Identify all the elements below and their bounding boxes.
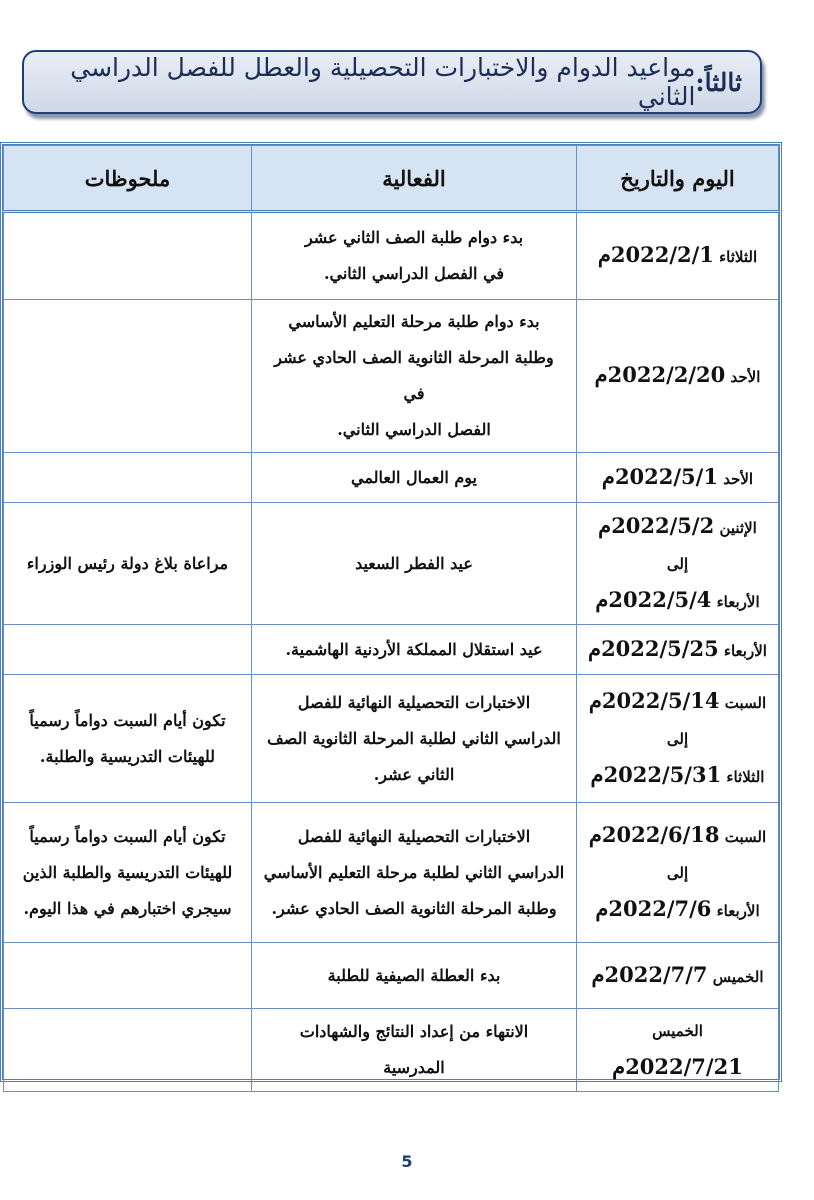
activity-line: الانتهاء من إعداد النتائج والشهادات [299, 1022, 529, 1041]
activity-line: بدء دوام طلبة مرحلة التعليم الأساسي [288, 312, 540, 331]
date-day: الخميس [652, 1022, 703, 1040]
activity-line: عيد استقلال المملكة الأردنية الهاشمية. [285, 639, 543, 659]
row-date [577, 503, 779, 625]
date-day: الثلاثاء [726, 767, 765, 786]
table-row [4, 943, 779, 1009]
row-activity [252, 803, 577, 943]
date-suffix: م [594, 362, 608, 387]
note-line: سيجري اختبارهم في هذا اليوم. [23, 898, 232, 918]
date-day: السبت [724, 827, 767, 846]
table-row [4, 1009, 779, 1092]
date-number: 2022/2/20 [607, 362, 726, 387]
date-suffix: م [612, 1054, 626, 1079]
table-row [4, 503, 779, 625]
table-row [4, 453, 779, 503]
date-number: 2022/6/18 [601, 821, 720, 847]
row-activity [252, 1009, 577, 1092]
date-suffix: م [601, 463, 615, 489]
date-line [587, 891, 768, 929]
date-line [587, 721, 768, 757]
row-activity [252, 943, 577, 1009]
activity-line: عيد الفطر السعيد [355, 553, 473, 573]
row-activity [252, 212, 577, 300]
table-row [4, 675, 779, 803]
date-line [587, 957, 768, 995]
date-day: إلى [666, 863, 689, 882]
date-number: 2022/5/1 [614, 463, 718, 489]
row-date [577, 453, 779, 503]
activity-line: الثاني عشر. [373, 764, 455, 784]
page-number: 5 [401, 1152, 413, 1171]
activity-line: الفصل الدراسي الثاني. [337, 420, 491, 439]
date-day: الأربعاء [716, 901, 760, 920]
section-title-box [22, 50, 762, 114]
date-number: 2022/7/7 [604, 961, 708, 987]
row-date [577, 943, 779, 1009]
date-suffix: م [588, 687, 602, 713]
date-day: إلى [666, 729, 689, 748]
row-notes [4, 803, 252, 943]
schedule-table [3, 145, 779, 1092]
date-line [587, 683, 768, 721]
date-day: الثلاثاء [719, 248, 758, 266]
table-row [4, 803, 779, 943]
row-activity [252, 503, 577, 625]
activity-line: الاختبارات التحصيلية النهائية للفصل [297, 826, 531, 846]
activity-line: الدراسي الثاني لطلبة مرحلة التعليم الأساسي [263, 862, 565, 882]
date-day: الأحد [723, 469, 754, 488]
date-number: 2022/5/25 [601, 635, 719, 661]
row-notes [4, 1009, 252, 1092]
date-line [587, 237, 768, 275]
date-suffix: م [591, 961, 605, 987]
row-notes [4, 625, 252, 675]
section-lead: ثالثاً [704, 67, 742, 97]
row-notes [4, 453, 252, 503]
activity-line: يوم العمال العالمي [351, 467, 477, 487]
date-suffix: م [598, 512, 612, 538]
table-row [4, 212, 779, 300]
table-row [4, 625, 779, 675]
row-date [577, 212, 779, 300]
date-number: 2022/2/1 [610, 242, 714, 267]
date-number: 2022/5/14 [601, 687, 720, 713]
note-line: تكون أيام السبت دواماً رسمياً [29, 710, 226, 730]
date-line [587, 546, 768, 582]
row-date [577, 803, 779, 943]
note-line: مراعاة بلاغ دولة رئيس الوزراء [26, 553, 229, 573]
activity-line: الدراسي الثاني لطلبة المرحلة الثانوية الصف [267, 728, 561, 748]
date-suffix: م [588, 635, 602, 661]
date-day: إلى [666, 554, 689, 573]
row-notes [4, 300, 252, 453]
date-number: 2022/7/6 [608, 895, 712, 921]
activity-line: المدرسية [383, 1058, 445, 1077]
row-notes [4, 503, 252, 625]
date-line [587, 631, 768, 669]
row-activity [252, 675, 577, 803]
note-line: للهيئات التدريسية والطلبة. [39, 746, 216, 766]
activity-line: بدء دوام طلبة الصف الثاني عشر [304, 228, 524, 247]
date-line [587, 757, 768, 795]
date-number: 2022/5/4 [608, 586, 712, 612]
date-number: 2022/7/21 [625, 1054, 743, 1079]
row-activity [252, 453, 577, 503]
date-line [587, 357, 768, 395]
date-number: 2022/5/31 [603, 761, 722, 787]
row-notes [4, 675, 252, 803]
row-activity [252, 625, 577, 675]
row-date [577, 300, 779, 453]
header-date: اليوم والتاريخ [577, 146, 779, 212]
date-day: السبت [724, 693, 767, 712]
date-line [587, 582, 768, 620]
note-line: للهيئات التدريسية والطلبة الذين [22, 862, 233, 882]
date-line [587, 459, 768, 497]
row-notes [4, 943, 252, 1009]
section-colon: : [695, 67, 705, 97]
note-line: تكون أيام السبت دواماً رسمياً [29, 826, 226, 846]
row-date [577, 675, 779, 803]
header-activity: الفعالية [252, 146, 577, 212]
activity-line: وطلبة المرحلة الثانوية الصف الحادي عشر. [271, 898, 557, 918]
date-line [587, 855, 768, 891]
activity-line: وطلبة المرحلة الثانوية الصف الحادي عشر في [274, 348, 554, 403]
header-notes: ملحوظات [4, 146, 252, 212]
row-date [577, 1009, 779, 1092]
section-title: مواعيد الدوام والاختبارات التحصيلية والعطل للفصل الدراسي الثاني [70, 53, 696, 111]
row-date [577, 625, 779, 675]
date-day: الإثنين [719, 518, 757, 537]
date-suffix: م [595, 895, 609, 921]
date-line [587, 817, 768, 855]
date-suffix: م [588, 821, 602, 847]
date-day: الأحد [730, 368, 761, 386]
activity-line: الاختبارات التحصيلية النهائية للفصل [297, 692, 531, 712]
date-line [587, 508, 768, 546]
date-day: الأربعاء [723, 641, 767, 660]
activity-line: في الفصل الدراسي الثاني. [323, 264, 505, 283]
table-header-row [4, 146, 779, 212]
schedule-table-frame [0, 142, 782, 1082]
table-row [4, 300, 779, 453]
row-activity [252, 300, 577, 453]
date-suffix: م [597, 242, 611, 267]
date-day: الأربعاء [716, 592, 760, 611]
date-day: الخميس [712, 967, 764, 986]
date-number: 2022/5/2 [611, 512, 715, 538]
activity-line: بدء العطلة الصيفية للطلبة [327, 965, 501, 985]
date-suffix: م [590, 761, 604, 787]
row-notes [4, 212, 252, 300]
date-line [587, 1013, 768, 1087]
date-suffix: م [595, 586, 609, 612]
